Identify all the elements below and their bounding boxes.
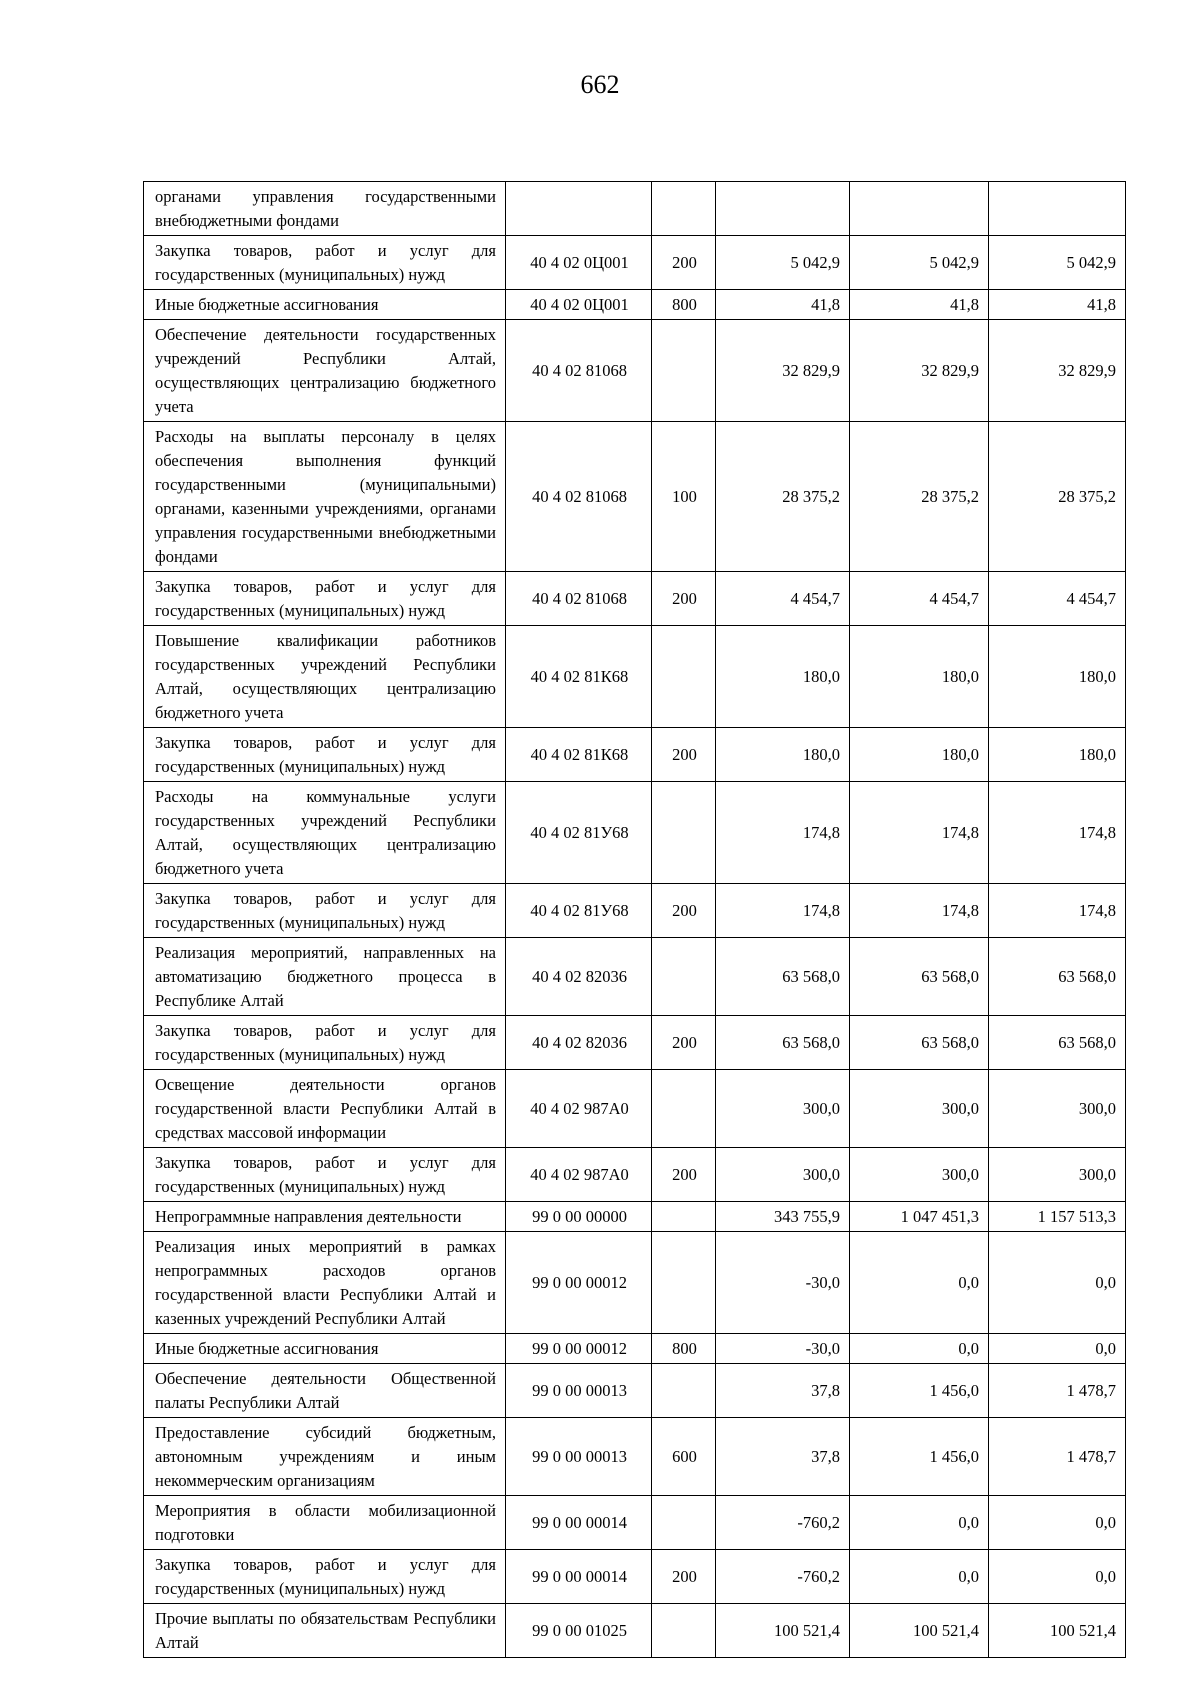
expense-type-cell (652, 1364, 716, 1418)
amount-year2-cell: 0,0 (850, 1232, 989, 1334)
amount-year1-cell (716, 182, 850, 236)
table-row (144, 884, 1126, 938)
expense-name-cell: Непрограммные направления деятельности (144, 1202, 506, 1232)
target-code-cell: 40 4 02 987А0 (506, 1148, 652, 1202)
amount-year2-cell: 0,0 (850, 1496, 989, 1550)
amount-year2-cell: 41,8 (850, 290, 989, 320)
amount-year2-cell: 1 456,0 (850, 1364, 989, 1418)
amount-year2-cell: 32 829,9 (850, 320, 989, 422)
amount-year3-cell: 1 157 513,3 (989, 1202, 1126, 1232)
amount-year3-cell: 5 042,9 (989, 236, 1126, 290)
expense-type-cell (652, 1604, 716, 1658)
amount-year3-cell: 180,0 (989, 728, 1126, 782)
expense-name-cell: Закупка товаров, работ и услуг для государственных (муниципальных) нужд (144, 884, 506, 938)
amount-year2-cell (850, 182, 989, 236)
amount-year3-cell: 1 478,7 (989, 1418, 1126, 1496)
amount-year3-cell: 300,0 (989, 1070, 1126, 1148)
expense-name-cell: Обеспечение деятельности государственных учреждений Республики Алтай, осуществляющих централизацию бюджетного учета (144, 320, 506, 422)
expense-name-cell: Закупка товаров, работ и услуг для государственных (муниципальных) нужд (144, 728, 506, 782)
amount-year3-cell: 4 454,7 (989, 572, 1126, 626)
expense-type-cell (652, 1496, 716, 1550)
expense-type-cell: 200 (652, 1550, 716, 1604)
amount-year1-cell: 300,0 (716, 1070, 850, 1148)
amount-year3-cell: 28 375,2 (989, 422, 1126, 572)
amount-year3-cell: 180,0 (989, 626, 1126, 728)
target-code-cell: 40 4 02 0Ц001 (506, 236, 652, 290)
amount-year1-cell: 100 521,4 (716, 1604, 850, 1658)
target-code-cell: 40 4 02 81К68 (506, 626, 652, 728)
table-row (144, 182, 1126, 236)
expense-type-cell (652, 626, 716, 728)
amount-year3-cell: 32 829,9 (989, 320, 1126, 422)
expense-type-cell (652, 1070, 716, 1148)
amount-year2-cell: 100 521,4 (850, 1604, 989, 1658)
table-row (144, 1604, 1126, 1658)
expense-type-cell: 100 (652, 422, 716, 572)
expense-name-cell: Расходы на выплаты персоналу в целях обеспечения выполнения функций государственными (муниципальными) органами, казенными учреждениями, органами управления государственными внебюджетными фондами (144, 422, 506, 572)
amount-year1-cell: 174,8 (716, 782, 850, 884)
amount-year2-cell: 1 456,0 (850, 1418, 989, 1496)
amount-year1-cell: 4 454,7 (716, 572, 850, 626)
amount-year1-cell: 180,0 (716, 626, 850, 728)
target-code-cell: 40 4 02 82036 (506, 1016, 652, 1070)
table-row (144, 1496, 1126, 1550)
amount-year3-cell: 100 521,4 (989, 1604, 1126, 1658)
amount-year2-cell: 0,0 (850, 1550, 989, 1604)
target-code-cell: 40 4 02 81068 (506, 320, 652, 422)
expense-name-cell: Закупка товаров, работ и услуг для государственных (муниципальных) нужд (144, 572, 506, 626)
target-code-cell: 99 0 00 00000 (506, 1202, 652, 1232)
amount-year1-cell: -30,0 (716, 1232, 850, 1334)
expense-name-cell: Предоставление субсидий бюджетным, автономным учреждениям и иным некоммерческим организациям (144, 1418, 506, 1496)
target-code-cell: 40 4 02 81У68 (506, 782, 652, 884)
amount-year2-cell: 300,0 (850, 1070, 989, 1148)
target-code-cell: 99 0 00 00014 (506, 1550, 652, 1604)
table-row (144, 626, 1126, 728)
amount-year2-cell: 5 042,9 (850, 236, 989, 290)
expense-name-cell: Закупка товаров, работ и услуг для государственных (муниципальных) нужд (144, 1016, 506, 1070)
target-code-cell: 40 4 02 81У68 (506, 884, 652, 938)
amount-year3-cell: 0,0 (989, 1334, 1126, 1364)
table-row (144, 1334, 1126, 1364)
table-row (144, 1550, 1126, 1604)
expense-type-cell (652, 1232, 716, 1334)
target-code-cell: 99 0 00 00012 (506, 1334, 652, 1364)
amount-year1-cell: 343 755,9 (716, 1202, 850, 1232)
table-row (144, 422, 1126, 572)
page-number: 662 (580, 70, 620, 99)
table-row (144, 782, 1126, 884)
table-row (144, 1016, 1126, 1070)
amount-year1-cell: 32 829,9 (716, 320, 850, 422)
amount-year2-cell: 1 047 451,3 (850, 1202, 989, 1232)
amount-year2-cell: 180,0 (850, 626, 989, 728)
table-row (144, 236, 1126, 290)
expense-name-cell: органами управления государственными внебюджетными фондами (144, 182, 506, 236)
amount-year1-cell: 37,8 (716, 1418, 850, 1496)
table-row (144, 1232, 1126, 1334)
expense-name-cell: Повышение квалификации работников государственных учреждений Республики Алтай, осуществляющих централизацию бюджетного учета (144, 626, 506, 728)
expense-name-cell: Иные бюджетные ассигнования (144, 290, 506, 320)
amount-year1-cell: -760,2 (716, 1550, 850, 1604)
expense-name-cell: Реализация мероприятий, направленных на автоматизацию бюджетного процесса в Республике Алтай (144, 938, 506, 1016)
expense-name-cell: Закупка товаров, работ и услуг для государственных (муниципальных) нужд (144, 236, 506, 290)
expense-name-cell: Иные бюджетные ассигнования (144, 1334, 506, 1364)
target-code-cell: 40 4 02 82036 (506, 938, 652, 1016)
amount-year2-cell: 63 568,0 (850, 1016, 989, 1070)
expense-type-cell: 200 (652, 884, 716, 938)
amount-year3-cell: 63 568,0 (989, 938, 1126, 1016)
amount-year3-cell: 174,8 (989, 884, 1126, 938)
expense-type-cell (652, 782, 716, 884)
expense-name-cell: Закупка товаров, работ и услуг для государственных (муниципальных) нужд (144, 1148, 506, 1202)
amount-year3-cell: 300,0 (989, 1148, 1126, 1202)
target-code-cell: 99 0 00 00014 (506, 1496, 652, 1550)
amount-year3-cell: 0,0 (989, 1232, 1126, 1334)
expense-type-cell (652, 320, 716, 422)
target-code-cell: 40 4 02 81068 (506, 422, 652, 572)
table-row (144, 320, 1126, 422)
amount-year3-cell (989, 182, 1126, 236)
amount-year2-cell: 28 375,2 (850, 422, 989, 572)
budget-table (143, 181, 1126, 1658)
amount-year2-cell: 180,0 (850, 728, 989, 782)
expense-type-cell (652, 182, 716, 236)
expense-type-cell (652, 1202, 716, 1232)
amount-year2-cell: 0,0 (850, 1334, 989, 1364)
amount-year2-cell: 174,8 (850, 884, 989, 938)
target-code-cell: 99 0 00 01025 (506, 1604, 652, 1658)
expense-name-cell: Прочие выплаты по обязательствам Республики Алтай (144, 1604, 506, 1658)
table-row (144, 1364, 1126, 1418)
amount-year1-cell: 180,0 (716, 728, 850, 782)
amount-year2-cell: 174,8 (850, 782, 989, 884)
expense-type-cell: 800 (652, 290, 716, 320)
target-code-cell: 99 0 00 00013 (506, 1418, 652, 1496)
expense-type-cell (652, 938, 716, 1016)
expense-name-cell: Освещение деятельности органов государственной власти Республики Алтай в средствах массовой информации (144, 1070, 506, 1148)
amount-year3-cell: 0,0 (989, 1550, 1126, 1604)
expense-type-cell: 200 (652, 572, 716, 626)
table-row (144, 1418, 1126, 1496)
target-code-cell: 40 4 02 81068 (506, 572, 652, 626)
expense-type-cell: 600 (652, 1418, 716, 1496)
amount-year1-cell: -30,0 (716, 1334, 850, 1364)
expense-type-cell: 200 (652, 1016, 716, 1070)
table-row (144, 290, 1126, 320)
table-row (144, 938, 1126, 1016)
amount-year1-cell: 37,8 (716, 1364, 850, 1418)
table-row (144, 1070, 1126, 1148)
expense-name-cell: Расходы на коммунальные услуги государственных учреждений Республики Алтай, осуществляющих централизацию бюджетного учета (144, 782, 506, 884)
amount-year2-cell: 4 454,7 (850, 572, 989, 626)
target-code-cell: 40 4 02 0Ц001 (506, 290, 652, 320)
target-code-cell: 40 4 02 81К68 (506, 728, 652, 782)
target-code-cell: 99 0 00 00012 (506, 1232, 652, 1334)
amount-year1-cell: 5 042,9 (716, 236, 850, 290)
amount-year1-cell: 300,0 (716, 1148, 850, 1202)
amount-year1-cell: 63 568,0 (716, 938, 850, 1016)
amount-year2-cell: 300,0 (850, 1148, 989, 1202)
amount-year1-cell: 63 568,0 (716, 1016, 850, 1070)
expense-name-cell: Обеспечение деятельности Общественной палаты Республики Алтай (144, 1364, 506, 1418)
amount-year3-cell: 0,0 (989, 1496, 1126, 1550)
expense-name-cell: Закупка товаров, работ и услуг для государственных (муниципальных) нужд (144, 1550, 506, 1604)
amount-year1-cell: 174,8 (716, 884, 850, 938)
amount-year3-cell: 41,8 (989, 290, 1126, 320)
amount-year1-cell: 28 375,2 (716, 422, 850, 572)
expense-name-cell: Мероприятия в области мобилизационной подготовки (144, 1496, 506, 1550)
target-code-cell: 40 4 02 987А0 (506, 1070, 652, 1148)
expense-type-cell: 200 (652, 728, 716, 782)
budget-table-body (144, 182, 1126, 1658)
amount-year1-cell: -760,2 (716, 1496, 850, 1550)
target-code-cell (506, 182, 652, 236)
amount-year2-cell: 63 568,0 (850, 938, 989, 1016)
amount-year3-cell: 1 478,7 (989, 1364, 1126, 1418)
table-row (144, 1148, 1126, 1202)
amount-year3-cell: 174,8 (989, 782, 1126, 884)
amount-year1-cell: 41,8 (716, 290, 850, 320)
amount-year3-cell: 63 568,0 (989, 1016, 1126, 1070)
table-row (144, 1202, 1126, 1232)
target-code-cell: 99 0 00 00013 (506, 1364, 652, 1418)
table-row (144, 728, 1126, 782)
expense-type-cell: 800 (652, 1334, 716, 1364)
expense-type-cell: 200 (652, 236, 716, 290)
table-row (144, 572, 1126, 626)
expense-name-cell: Реализация иных мероприятий в рамках непрограммных расходов органов государственной власти Республики Алтай и казенных учреждений Республики Алтай (144, 1232, 506, 1334)
expense-type-cell: 200 (652, 1148, 716, 1202)
